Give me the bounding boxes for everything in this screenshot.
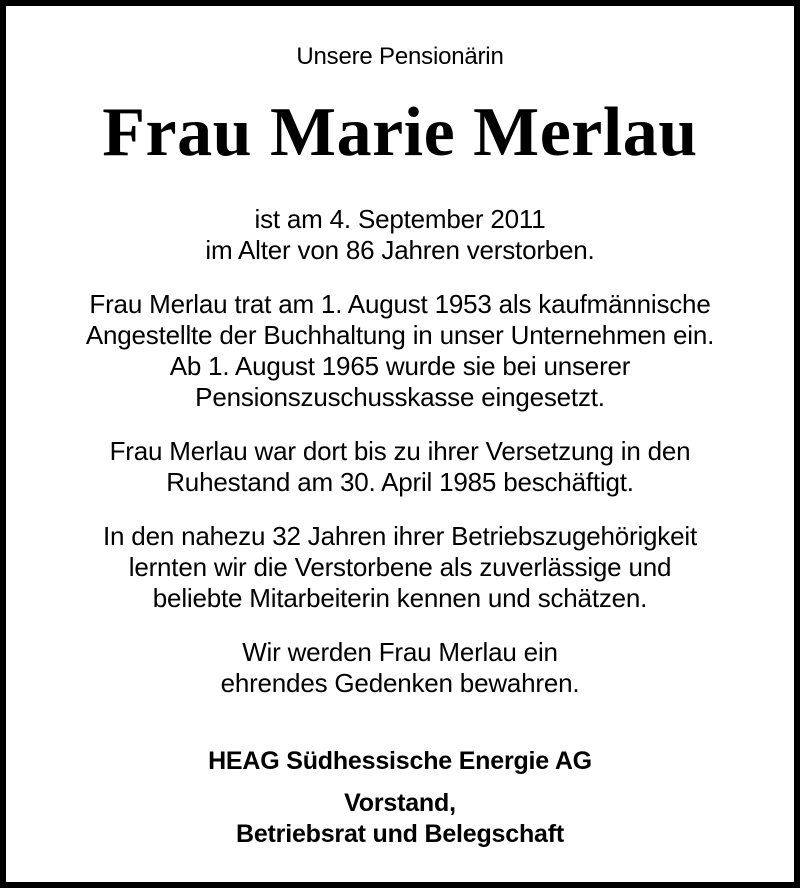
- age-line: im Alter von 86 Jahren verstorben.: [205, 235, 595, 265]
- remembrance-line-1: Wir werden Frau Merlau ein: [242, 637, 558, 667]
- remembrance-line-2: ehrendes Gedenken bewahren.: [220, 668, 580, 698]
- retirement-line-1: Frau Merlau war dort bis zu ihrer Versetzung in den: [109, 436, 691, 466]
- tribute-line-1: In den nahezu 32 Jahren ihrer Betriebszugehörigkeit: [103, 521, 697, 551]
- career-line-1: Frau Merlau trat am 1. August 1953 als kaufmännische: [89, 289, 711, 319]
- intro-text: Unsere Pensionärin: [296, 43, 504, 70]
- board-signature: Vorstand,: [344, 789, 456, 817]
- career-line-2: Angestellte der Buchhaltung in unser Unternehmen ein.: [85, 320, 715, 350]
- death-date-line: ist am 4. September 2011: [254, 204, 546, 234]
- deceased-name: Frau Marie Merlau: [102, 94, 698, 171]
- tribute-line-2: lernten wir die Verstorbene als zuverlässige und: [128, 552, 672, 582]
- company-name: HEAG Südhessische Energie AG: [208, 747, 592, 775]
- staff-signature: Betriebsrat und Belegschaft: [235, 820, 564, 848]
- retirement-line-2: Ruhestand am 30. April 1985 beschäftigt.: [166, 467, 634, 497]
- career-line-3: Ab 1. August 1965 wurde sie bei unserer: [169, 351, 631, 381]
- tribute-line-3: beliebte Mitarbeiterin kennen und schätzen.: [152, 583, 648, 613]
- career-line-4: Pensionszuschusskasse eingesetzt.: [195, 382, 605, 412]
